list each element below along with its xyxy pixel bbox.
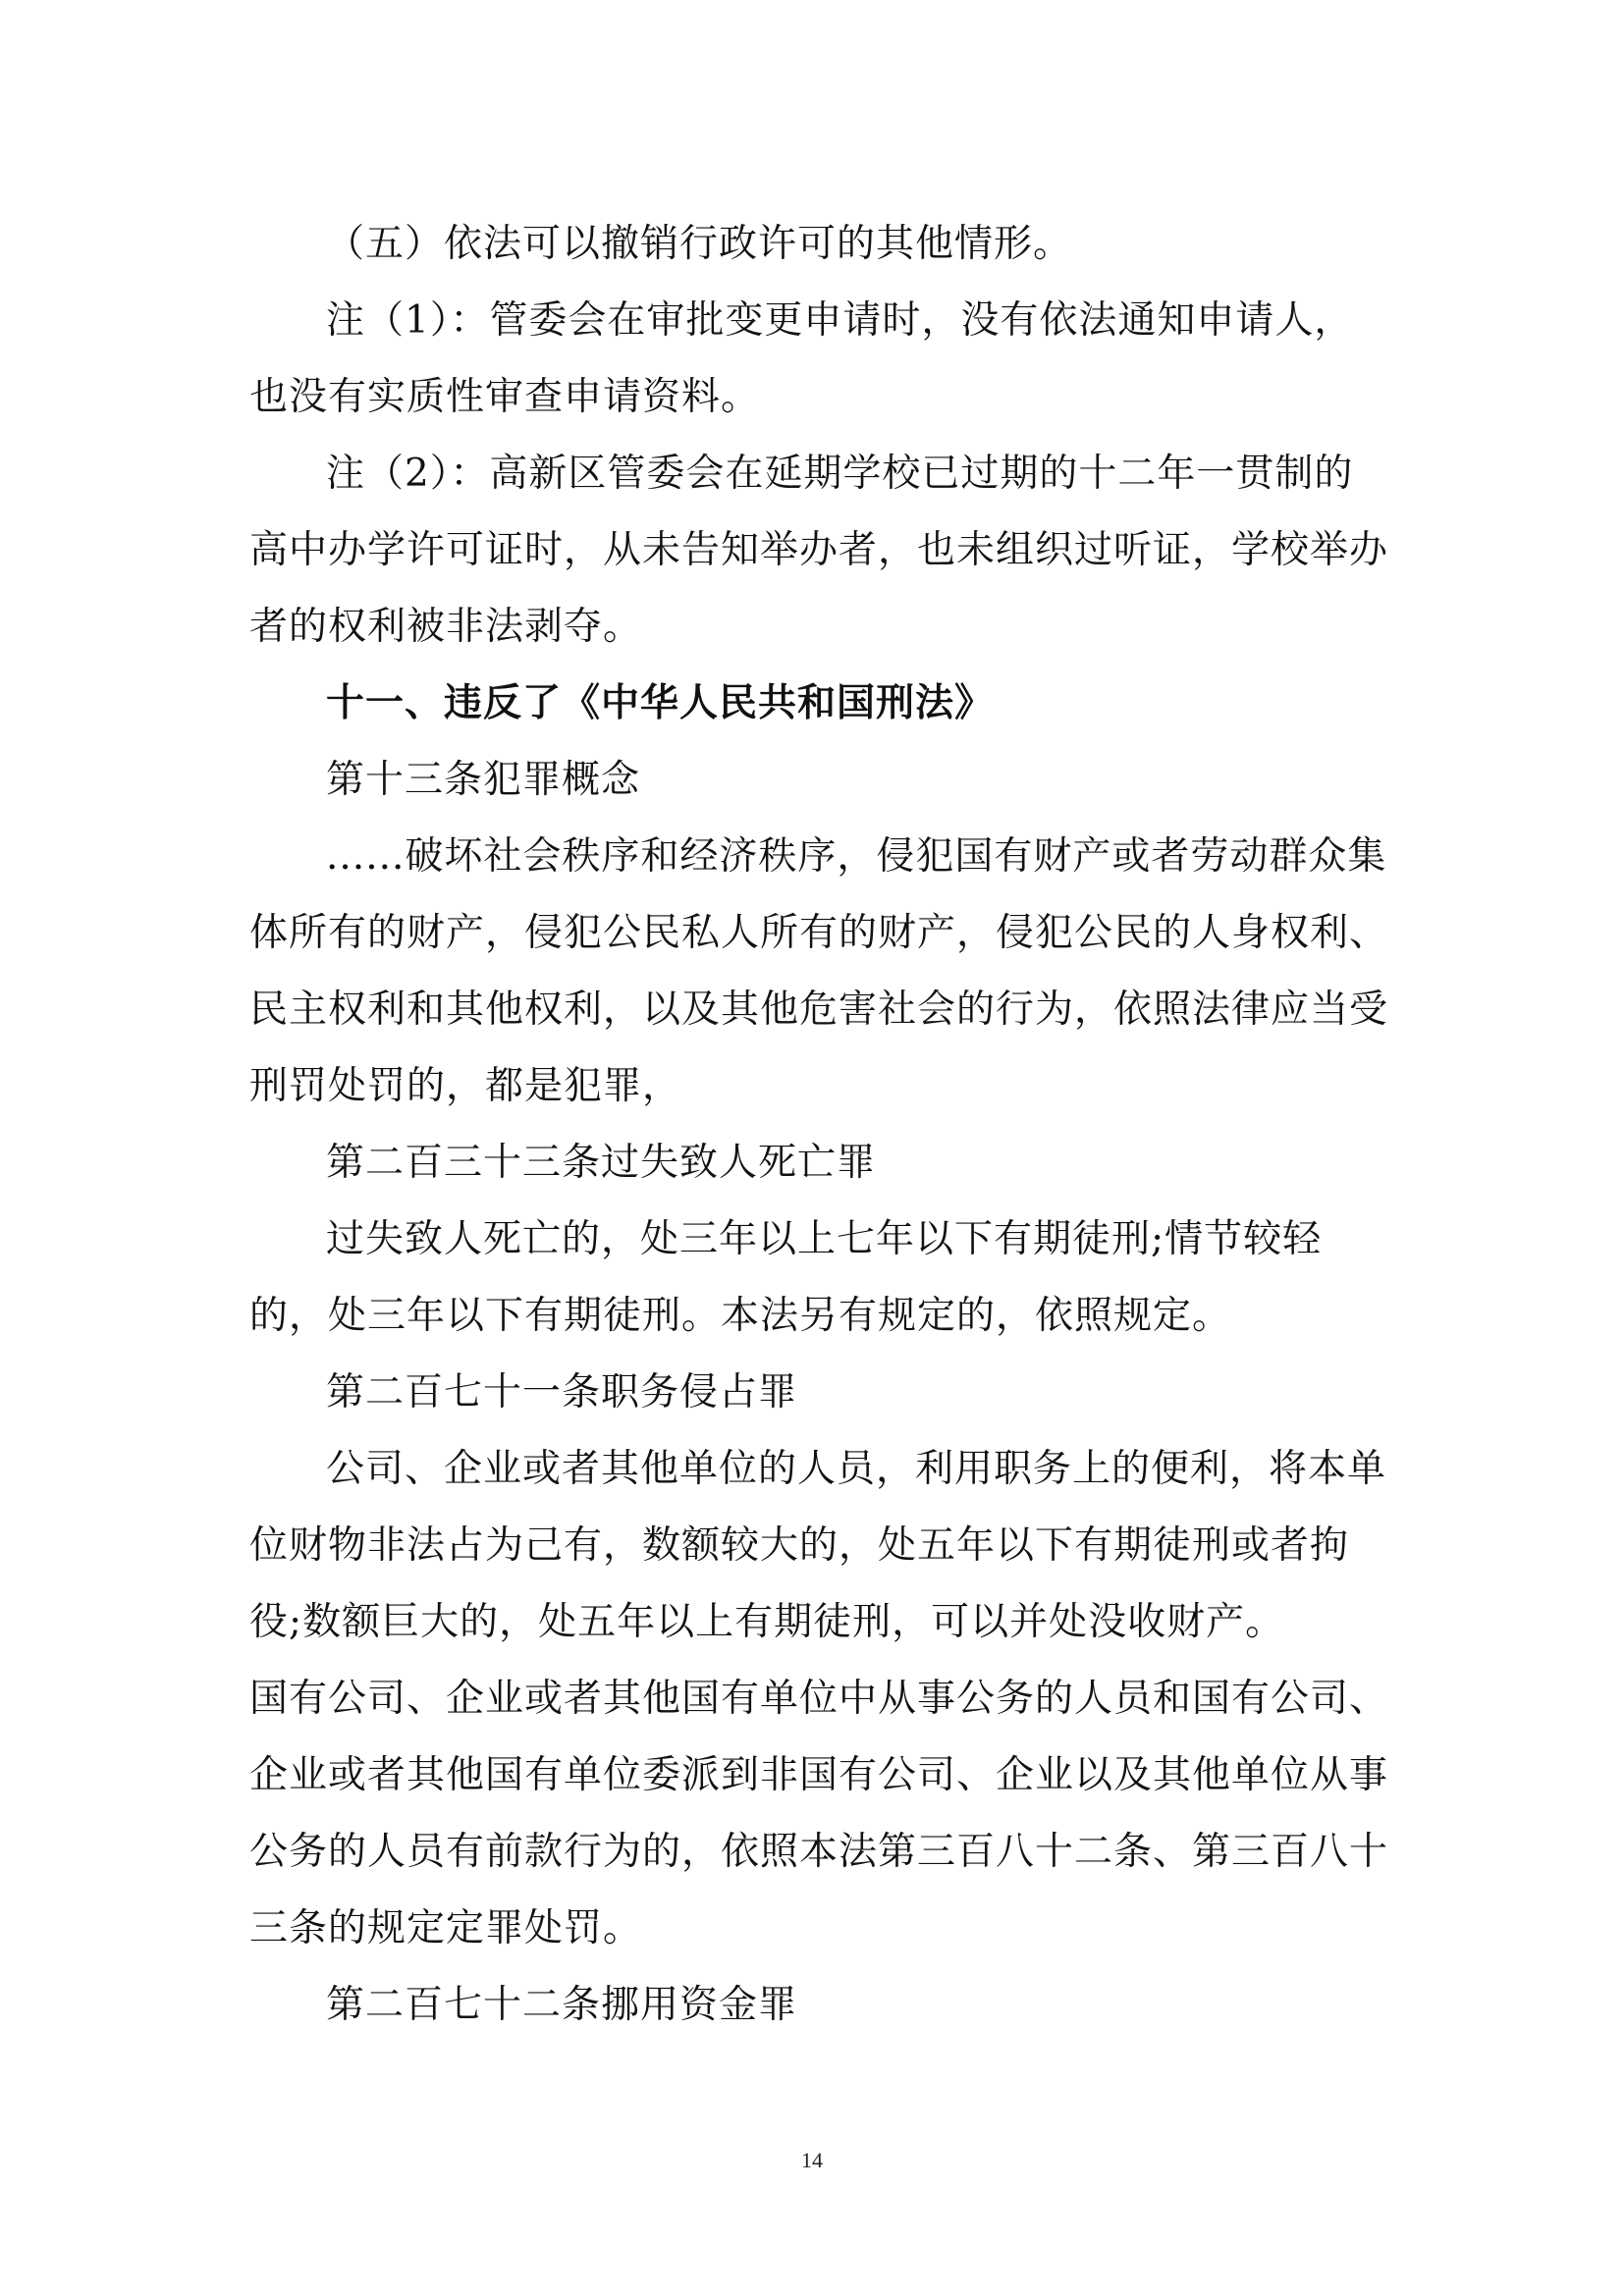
paragraph-crime-concept: ......破坏社会秩序和经济秩序，侵犯国有财产或者劳动群众集体所有的财产，侵犯公民私人所有的财产，侵犯公民的人身权利、民主权利和其他权利，以及其他危害社会的行为，依照法律应当受刑罚处罚的，都是犯罪， (249, 834, 1389, 1108)
paragraph-revocation-other-cases: （五）依法可以撤销行政许可的其他情形。 (326, 222, 1073, 266)
section-heading-criminal-law: 十一、违反了《中华人民共和国刑法》 (326, 681, 995, 725)
article-heading-271: 第二百七十一条职务侵占罪 (326, 1370, 798, 1415)
page-number: 14 (801, 2148, 823, 2172)
paragraph-negligent-homicide: 过失致人死亡的，处三年以上七年以下有期徒刑;情节较轻的，处三年以下有期徒刑。本法另有规定的，依照规定。 (249, 1217, 1323, 1338)
document-body (249, 206, 1388, 2044)
paragraph-embezzlement-2: 国有公司、企业或者其他国有单位中从事公务的人员和国有公司、企业或者其他国有单位委派到非国有公司、企业以及其他单位从事公务的人员有前款行为的，依照本法第三百八十二条、第三百八十三条的规定定罪处罚。 (249, 1677, 1389, 1950)
article-heading-233: 第二百三十三条过失致人死亡罪 (326, 1141, 877, 1185)
article-heading-13: 第十三条犯罪概念 (326, 758, 641, 802)
article-heading-272: 第二百七十二条挪用资金罪 (326, 1983, 798, 2027)
paragraph-note-2: 注（2）：高新区管委会在延期学校已过期的十二年一贯制的高中办学许可证时，从未告知举办者，也未组织过听证，学校举办者的权利被非法剥夺。 (249, 452, 1389, 649)
paragraph-embezzlement-1: 公司、企业或者其他单位的人员，利用职务上的便利，将本单位财物非法占为己有，数额较大的，处五年以下有期徒刑或者拘役;数额巨大的，处五年以上有期徒刑，可以并处没收财产。 (249, 1447, 1387, 1644)
paragraph-note-1: 注（1）：管委会在审批变更申请时，没有依法通知申请人，也没有实质性审查申请资料。 (249, 298, 1354, 419)
